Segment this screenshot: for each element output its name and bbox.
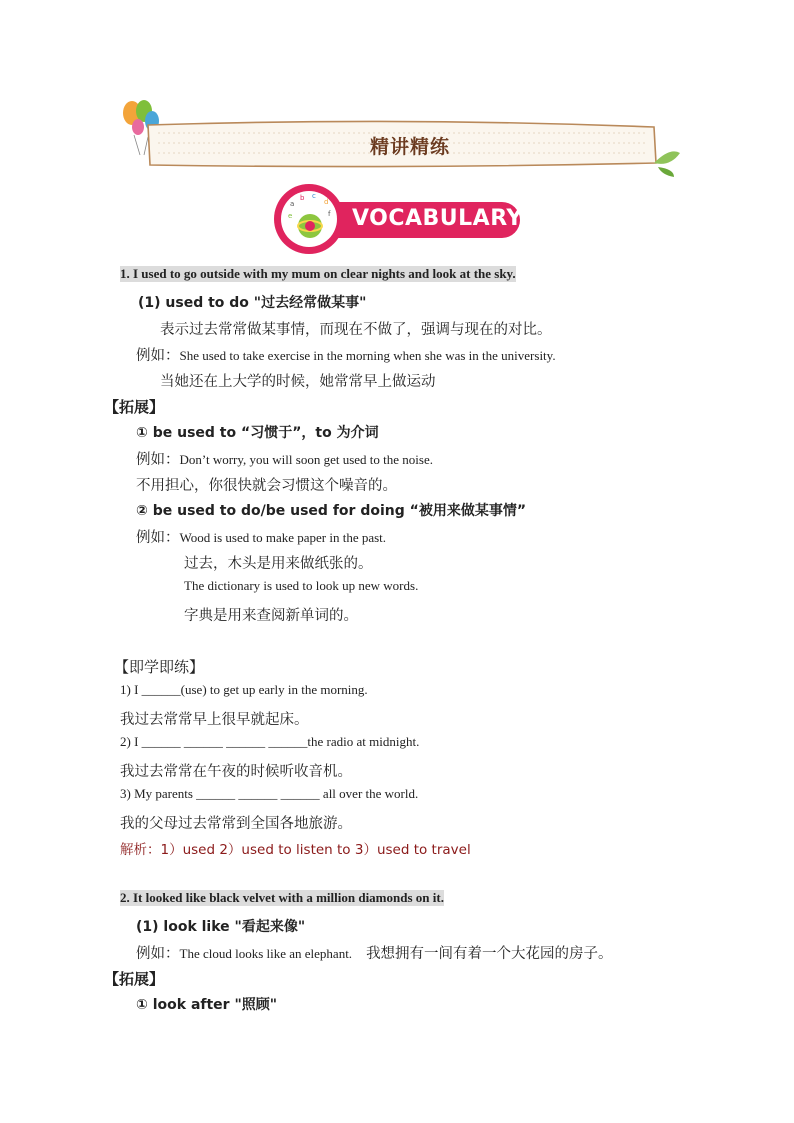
practice-q1: 1) I ______(use) to get up early in the morning. — [120, 682, 368, 697]
svg-text:d: d — [324, 198, 329, 206]
extension-item-2-example-2-zh: 字典是用来查阅新单词的。 — [184, 608, 358, 624]
svg-text:c: c — [312, 192, 316, 200]
practice-q3: 3) My parents ______ ______ ______ all over the world. — [120, 786, 419, 801]
example-label: 例如： — [136, 452, 180, 468]
example-en: Don’t worry, you will soon get used to the noise. — [179, 452, 433, 467]
practice-q3-zh: 我的父母过去常常到全国各地旅游。 — [120, 816, 352, 832]
example-label: 例如： — [136, 946, 180, 962]
example-label: 例如： — [136, 530, 180, 546]
extension-item-2-example-2-en: The dictionary is used to look up new words. — [184, 578, 419, 593]
svg-text:f: f — [328, 210, 331, 218]
example-en: She used to take exercise in the morning when she was in the university. — [179, 348, 556, 363]
extension-item-2: ② be used to do/be used for doing “被用来做某事情” — [136, 503, 527, 519]
item-1-explain: 表示过去常常做某事情，而现在不做了，强调与现在的对比。 — [160, 322, 552, 338]
practice-q2-zh: 我过去常常在午夜的时候听收音机。 — [120, 764, 352, 780]
vocabulary-label: VOCABULARY — [352, 206, 523, 231]
item-2-example — [136, 942, 613, 963]
item-2-sub-1: (1) look like "看起来像" — [136, 919, 306, 935]
practice-q1-zh: 我过去常常早上很早就起床。 — [120, 712, 309, 728]
leaf-icon — [654, 151, 680, 177]
extension-item-1-example — [136, 448, 433, 469]
example-en: Wood is used to make paper in the past. — [179, 530, 387, 545]
item-1-example — [136, 344, 556, 365]
practice-answer: 解析：1）used 2）used to listen to 3）used to travel — [120, 842, 471, 858]
item-1-sub-1: (1) used to do "过去经常做某事" — [138, 295, 367, 311]
example-en: The cloud looks like an elephant. — [179, 946, 353, 961]
extension-item-2-example-1 — [136, 526, 386, 547]
item-2-heading: 2. It looked like black velvet with a million diamonds on it. — [120, 890, 444, 905]
extension-item-1: ① be used to “习惯于”，to 为介词 — [136, 425, 379, 441]
extension-2-item-1: ① look after "照顾" — [136, 997, 278, 1013]
item-1-heading: 1. I used to go outside with my mum on clear nights and look at the sky. — [120, 266, 516, 281]
svg-text:a: a — [290, 200, 295, 208]
extension-item-2-example-1-zh: 过去，木头是用来做纸张的。 — [184, 556, 373, 572]
banner-title: 精讲精练 — [370, 136, 451, 158]
practice-q2: 2) I ______ ______ ______ ______the radio at midnight. — [120, 734, 420, 749]
svg-text:b: b — [300, 194, 305, 202]
practice-label: 【即学即练】 — [114, 658, 205, 676]
extension-label: 【拓展】 — [104, 398, 165, 416]
extension-item-1-example-zh: 不用担心，你很快就会习惯这个噪音的。 — [136, 478, 397, 494]
svg-text:e: e — [288, 212, 293, 220]
example-zh: 我想拥有一间有着一个大花园的房子。 — [366, 946, 613, 962]
example-label: 例如： — [136, 348, 180, 364]
extension-label-2: 【拓展】 — [104, 970, 165, 988]
item-1-example-zh: 当她还在上大学的时候，她常常早上做运动 — [160, 374, 436, 390]
